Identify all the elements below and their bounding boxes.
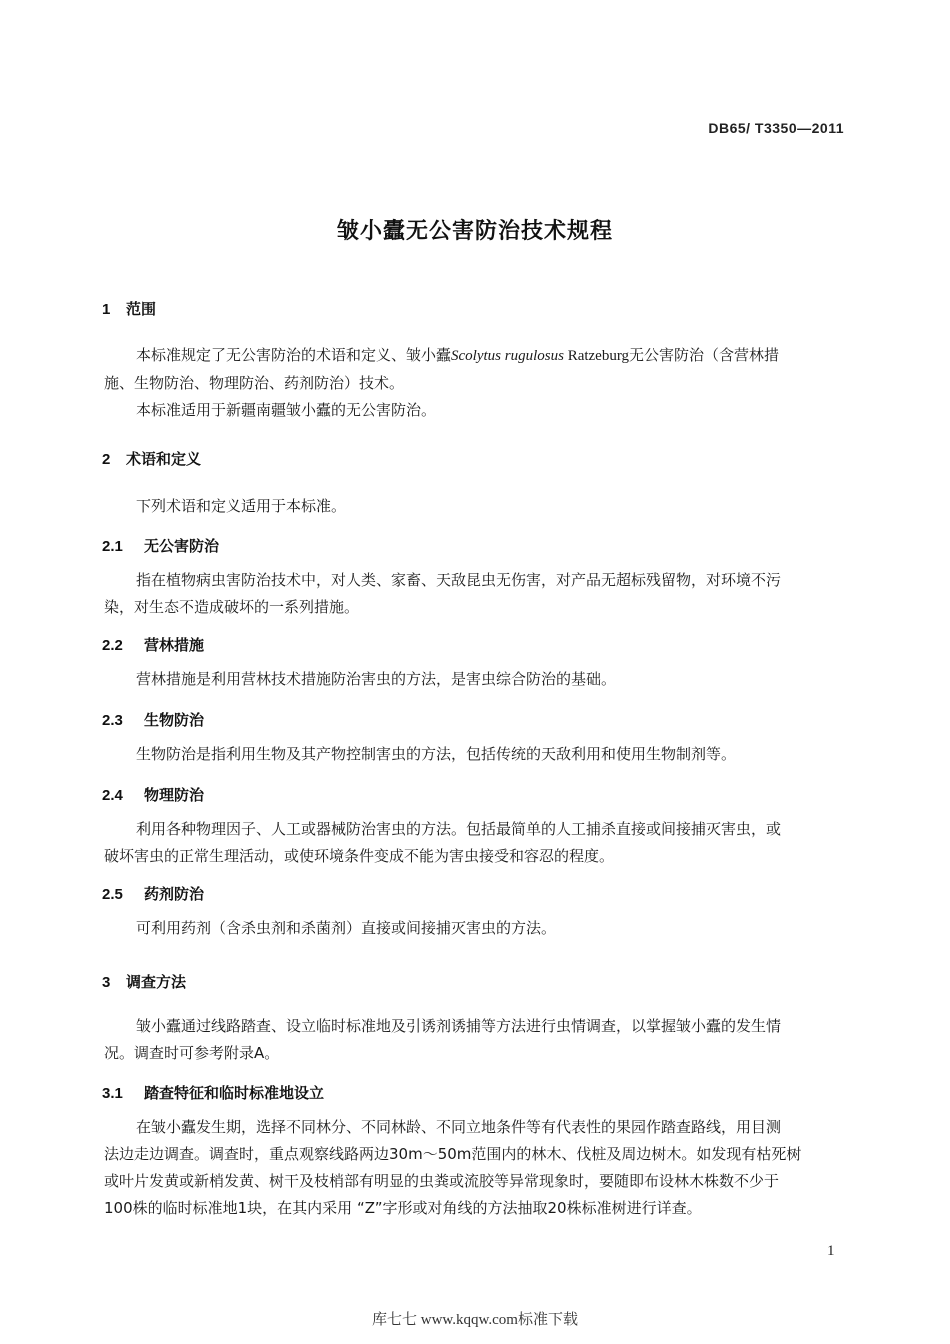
text-run: 本标准规定了无公害防治的术语和定义、皱小蠹 (136, 346, 452, 364)
text-line: 在皱小蠹发生期，选择不同林分、不同林龄、不同立地条件等有代表性的果园作踏查路线，用目测 (136, 1118, 782, 1136)
text-line: 破坏害虫的正常生理活动，或使环境条件变成不能为害虫接受和容忍的程度。 (104, 847, 615, 865)
text-line: 营林措施是利用营林技术措施防治害虫的方法，是害虫综合防治的基础。 (136, 670, 617, 688)
section-1-heading (102, 298, 156, 319)
section-number: 3.1 (102, 1085, 123, 1102)
text-line: 或叶片发黄或新梢发黄、树干及枝梢部有明显的虫粪或流胶等异常现象时，要随即布设林木株数不少于 (104, 1172, 780, 1190)
text-line: 染，对生态不造成破坏的一系列措施。 (104, 598, 360, 616)
section-title: 药剂防治 (144, 885, 205, 903)
section-1-paragraph (104, 342, 852, 424)
text-line: 100株的临时标准地1块，在其内采用 “Z”字形或对角线的方法抽取20株标准树进行详查。 (104, 1199, 702, 1217)
section-3-1-heading (102, 1082, 324, 1103)
section-title: 踏查特征和临时标准地设立 (144, 1084, 325, 1102)
section-number: 3 (102, 974, 111, 991)
section-2-4-paragraph (104, 816, 852, 870)
section-2-2-paragraph (104, 666, 852, 693)
section-title: 术语和定义 (126, 450, 202, 468)
text-line: 指在植物病虫害防治技术中，对人类、家畜、天敌昆虫无伤害，对产品无超标残留物，对环境不污 (136, 571, 782, 589)
section-2-paragraph (104, 493, 852, 520)
section-3-paragraph (104, 1013, 852, 1067)
section-number: 2.4 (102, 787, 123, 804)
section-title: 范围 (126, 300, 157, 318)
section-title: 无公害防治 (144, 537, 220, 555)
section-title: 生物防治 (144, 711, 205, 729)
text-line: 利用各种物理因子、人工或器械防治害虫的方法。包括最简单的人工捕杀直接或间接捕灭害虫，或 (136, 820, 782, 838)
section-3-heading (102, 971, 186, 992)
text-line: 施、生物防治、物理防治、药剂防治）技术。 (104, 374, 405, 392)
section-2-5-heading (102, 883, 204, 904)
section-number: 2 (102, 451, 111, 468)
text-line: 下列术语和定义适用于本标准。 (136, 497, 347, 515)
section-number: 1 (102, 301, 111, 318)
section-2-3-paragraph (104, 741, 852, 768)
latin-species-name: Scolytus rugulosus (451, 348, 564, 364)
text-line: 皱小蠹通过线路踏查、设立临时标准地及引诱剂诱捕等方法进行虫情调查，以掌握皱小蠹的发生情 (136, 1017, 782, 1035)
section-2-heading (102, 448, 201, 469)
section-number: 2.3 (102, 712, 123, 729)
section-2-5-paragraph (104, 915, 852, 942)
section-2-1-heading (102, 535, 219, 556)
section-2-1-paragraph (104, 567, 852, 621)
section-2-3-heading (102, 709, 204, 730)
section-3-1-paragraph (104, 1114, 852, 1222)
text-line (104, 342, 852, 370)
section-2-2-heading (102, 634, 204, 655)
section-number: 2.1 (102, 538, 123, 555)
text-line: 况。调查时可参考附录A。 (104, 1044, 280, 1062)
section-2-4-heading (102, 784, 204, 805)
text-line: 生物防治是指利用生物及其产物控制害虫的方法，包括传统的天敌利用和使用生物制剂等。 (136, 745, 737, 763)
text-line: 法边走边调查。调查时，重点观察线路两边30m～50m范围内的林木、伐桩及周边树木。如发现有枯死树 (104, 1145, 802, 1163)
footer-watermark-text: 库七七 www.kqqw.com标准下载 (372, 1312, 578, 1328)
text-run: Ratzeburg无公害防治（含营林措 (563, 348, 780, 364)
section-title: 调查方法 (126, 973, 187, 991)
section-number: 2.5 (102, 886, 123, 903)
section-number: 2.2 (102, 637, 123, 654)
text-line: 可利用药剂（含杀虫剂和杀菌剂）直接或间接捕灭害虫的方法。 (136, 919, 557, 937)
document-title: 皱小蠹无公害防治技术规程 (336, 219, 613, 244)
section-title: 营林措施 (144, 636, 205, 654)
text-line: 本标准适用于新疆南疆皱小蠹的无公害防治。 (136, 401, 437, 419)
standard-number: DB65/ T3350—2011 (708, 120, 844, 136)
page-number: 1 (827, 1243, 835, 1259)
section-title: 物理防治 (144, 786, 205, 804)
